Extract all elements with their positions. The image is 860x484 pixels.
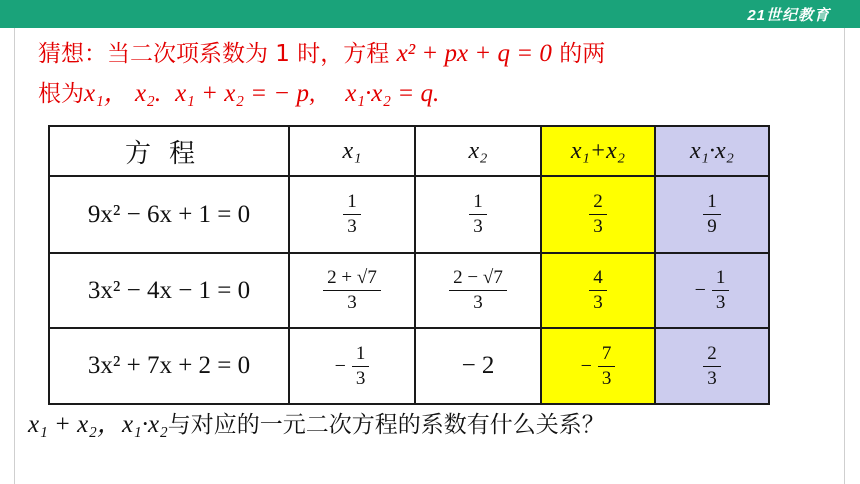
conjecture-heading (38, 34, 605, 114)
left-margin-line (14, 28, 15, 484)
heading-line2-prefix: 根为 (38, 81, 84, 107)
heading-product-formula: x₁·x₂ = q. (345, 80, 440, 107)
heading-line-1 (38, 34, 605, 74)
table-row (49, 176, 769, 253)
table-row (49, 253, 769, 328)
question-text: 与对应的一元二次方程的系数有什么关系？ (167, 412, 605, 438)
heading-line1-prefix: 猜想：当二次项系数为 1 时，方程 (38, 41, 397, 67)
header-sum: x₁+x₂ (541, 126, 655, 176)
x2-cell: $\frac{2 - √7}{3}$ (415, 253, 541, 328)
x1-cell: $\frac{1}{3}$ (289, 176, 415, 253)
heading-equation: x² + px + q = 0 (396, 40, 552, 67)
header-x1: x₁ (289, 126, 415, 176)
heading-line-2 (38, 74, 605, 114)
header-product: x₁·x₂ (655, 126, 769, 176)
header-bar (0, 0, 860, 28)
roots-table (48, 125, 770, 405)
header-equation: 方程 (49, 126, 289, 176)
heading-line1-suffix: 的两 (551, 41, 606, 67)
product-cell: − $\frac{1}{3}$ (655, 253, 769, 328)
product-cell: $\frac{2}{3}$ (655, 328, 769, 404)
sum-cell: − $\frac{7}{3}$ (541, 328, 655, 404)
x2-cell: $\frac{1}{3}$ (415, 176, 541, 253)
x2-cell: − 2 (415, 328, 541, 404)
sum-cell: $\frac{4}{3}$ (541, 253, 655, 328)
right-margin-line (844, 28, 845, 484)
heading-sum-formula: x₁ + x₂ = − p, (175, 80, 316, 107)
equation-cell: 3x² + 7x + 2 = 0 (49, 328, 289, 404)
equation-cell: 9x² − 6x + 1 = 0 (49, 176, 289, 253)
heading-roots: x₁， x₂. (84, 80, 162, 107)
table-row (49, 328, 769, 404)
brand-logo: 21世纪教育 (747, 7, 830, 24)
header-x2: x₂ (415, 126, 541, 176)
sum-cell: $\frac{2}{3}$ (541, 176, 655, 253)
question-line (28, 404, 605, 440)
question-formula: x₁ + x₂，x₁·x₂ (28, 411, 168, 438)
x1-cell: $\frac{2 + √7}{3}$ (289, 253, 415, 328)
table-header-row (49, 126, 769, 176)
x1-cell: − $\frac{1}{3}$ (289, 328, 415, 404)
product-cell: $\frac{1}{9}$ (655, 176, 769, 253)
equation-cell: 3x² − 4x − 1 = 0 (49, 253, 289, 328)
